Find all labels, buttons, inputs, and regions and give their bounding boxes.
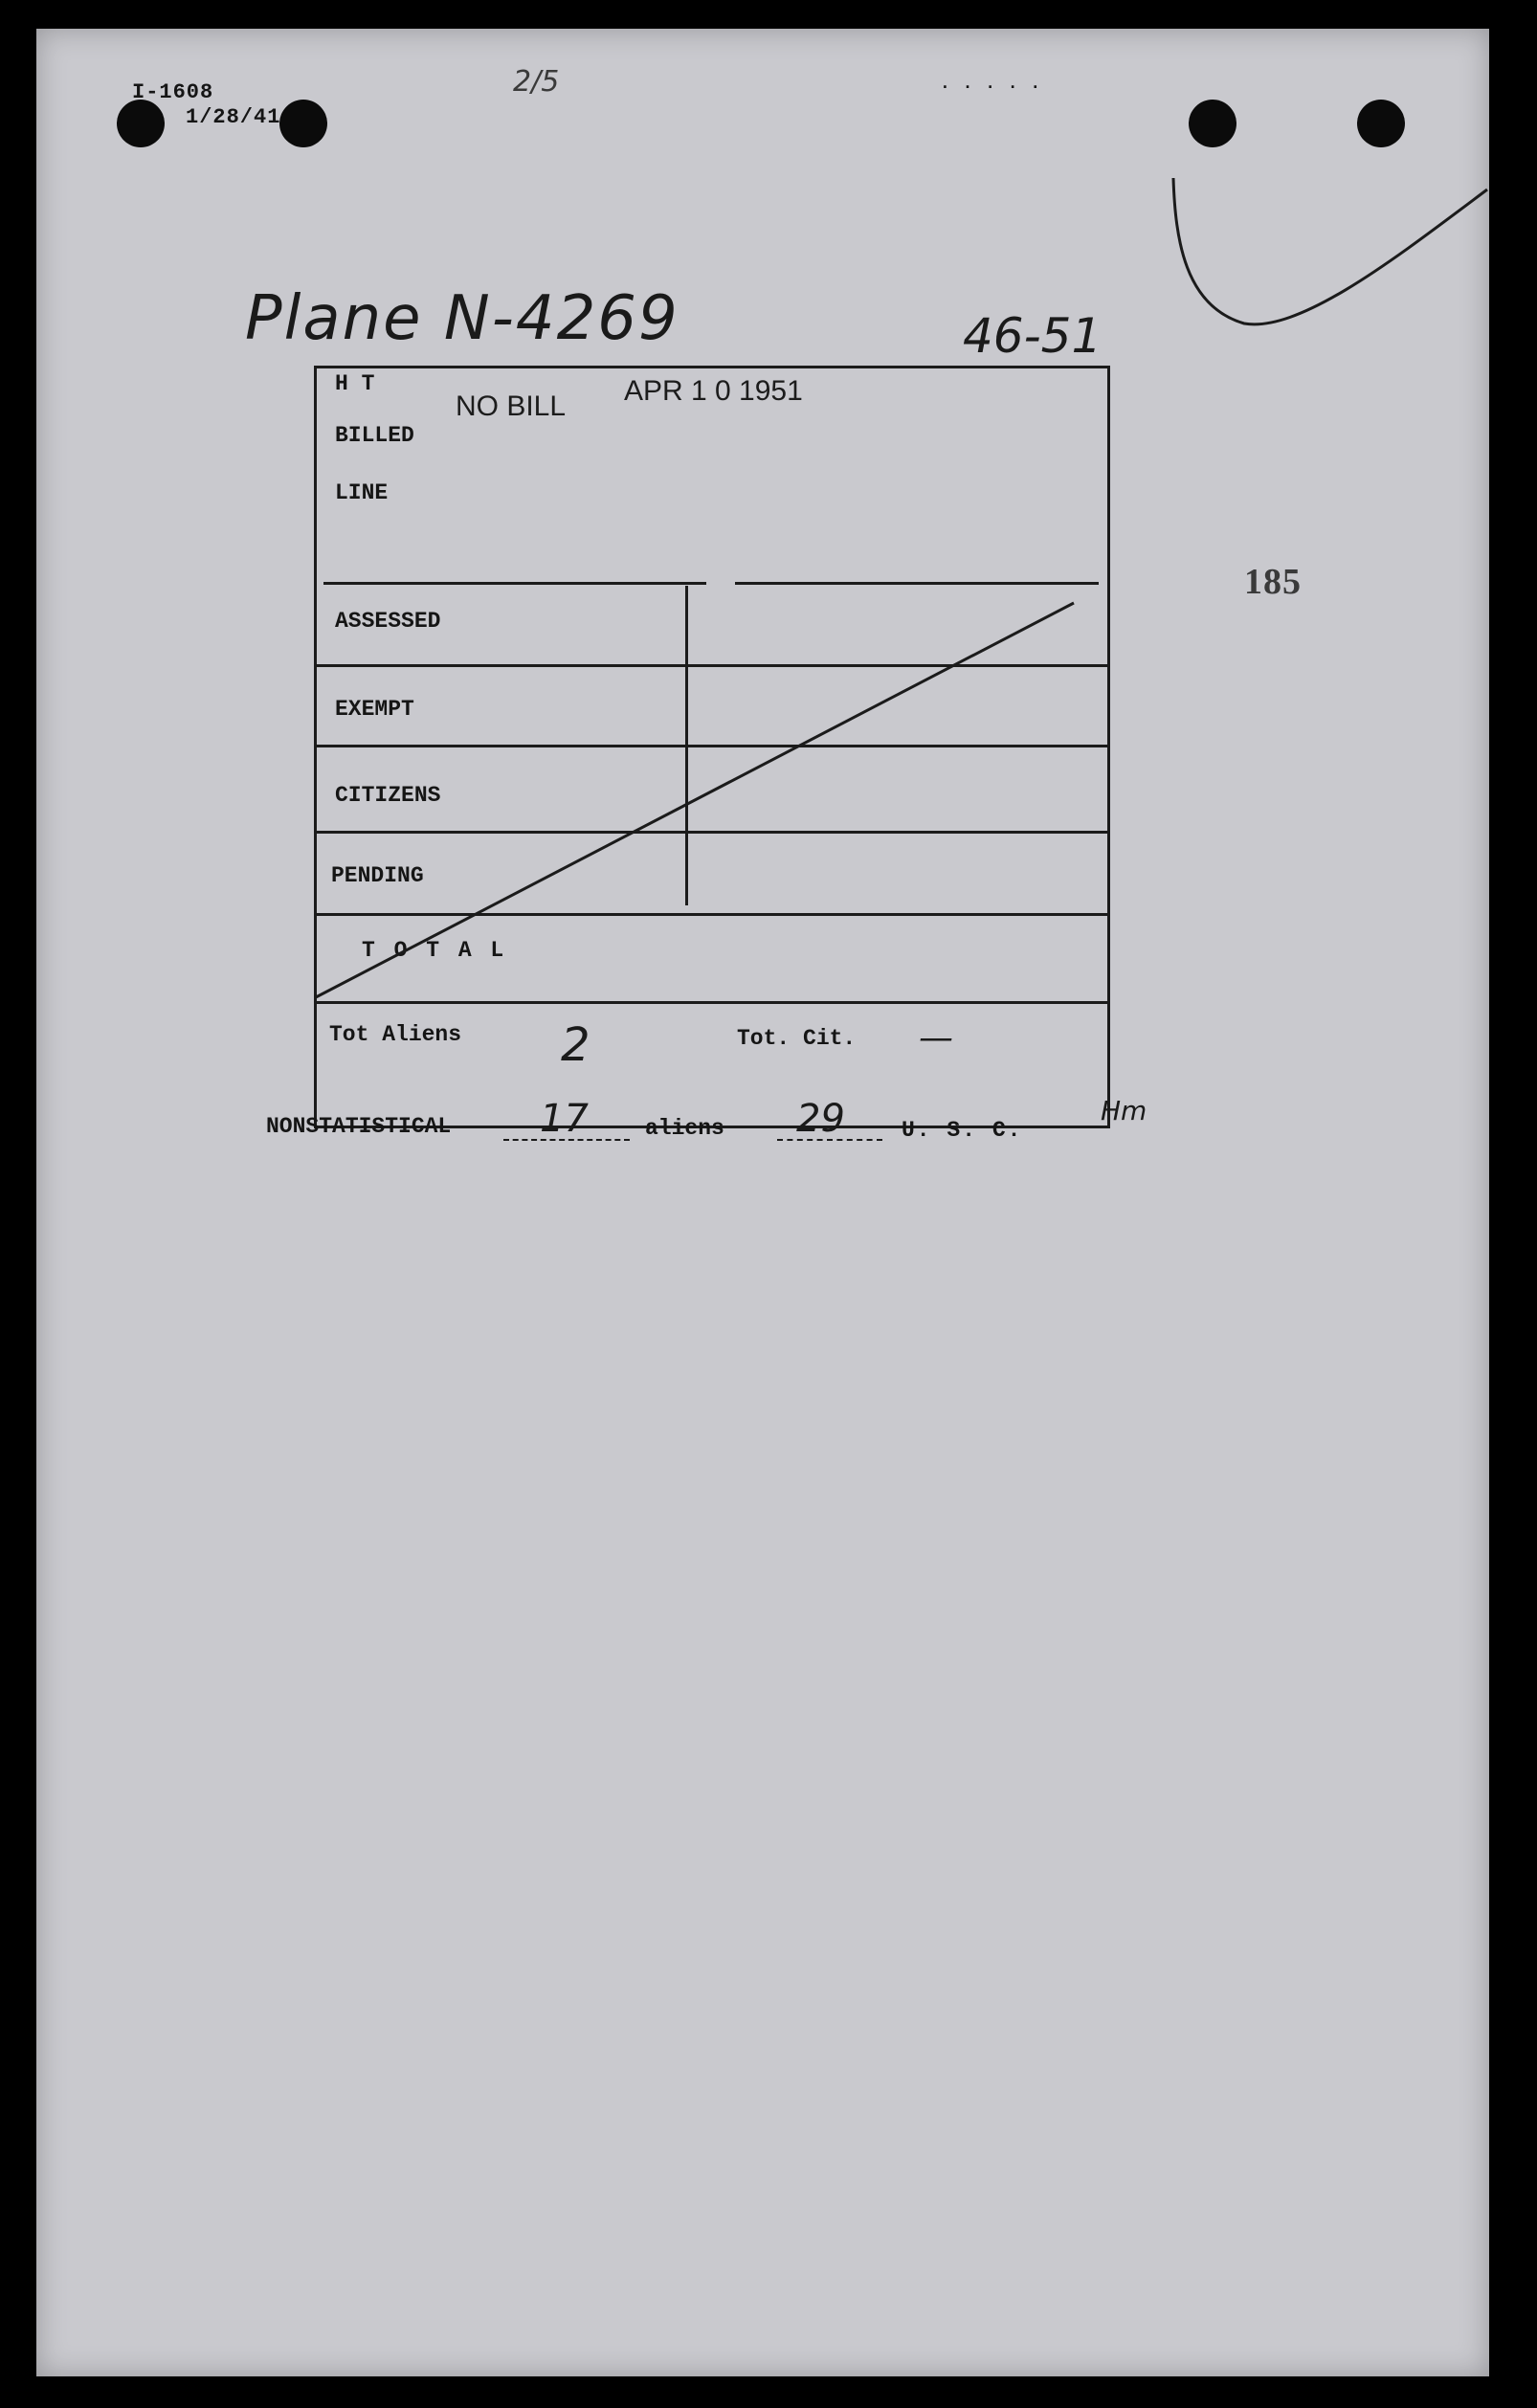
label-total: T O T A L [362,938,507,963]
nonstatistical-usc-count: 29 [796,1097,845,1141]
label-citizens: CITIZENS [335,783,441,808]
label-tot-cit: Tot. Cit. [737,1026,857,1051]
nonstatistical-label: NONSTATISTICAL [266,1114,452,1139]
nonstatistical-aliens-label: aliens [645,1116,724,1141]
initials: Hm [1101,1095,1147,1126]
label-ht: H T [335,371,375,396]
manifest-number: 46-51 [963,308,1103,364]
label-assessed: ASSESSED [335,609,441,634]
tot-cit-value: — [919,1018,953,1058]
nonstatistical-aliens-count: 17 [540,1097,589,1141]
plane-number: Plane N-4269 [245,283,679,354]
form-number: I-1608 [132,80,214,104]
top-dots: . . . . . [940,75,1042,94]
page-number: 185 [1244,562,1302,602]
form-date: 1/28/41 [186,105,281,129]
label-line: LINE [335,480,389,505]
label-exempt: EXEMPT [335,697,414,722]
label-billed: BILLED [335,423,414,448]
pen-strokes [36,29,1489,2376]
top-mark: 2/5 [513,65,560,99]
nonstatistical-usc-label: U. S. C. [902,1118,1023,1143]
strike-through-line [316,603,1074,997]
label-pending: PENDING [331,863,424,888]
date-stamp: APR 1 0 1951 [624,375,803,407]
document-page [36,29,1489,2376]
tot-aliens-value: 2 [561,1018,590,1072]
check-mark [1173,178,1487,324]
no-bill-stamp: NO BILL [456,390,567,422]
label-tot-aliens: Tot Aliens [329,1022,462,1047]
